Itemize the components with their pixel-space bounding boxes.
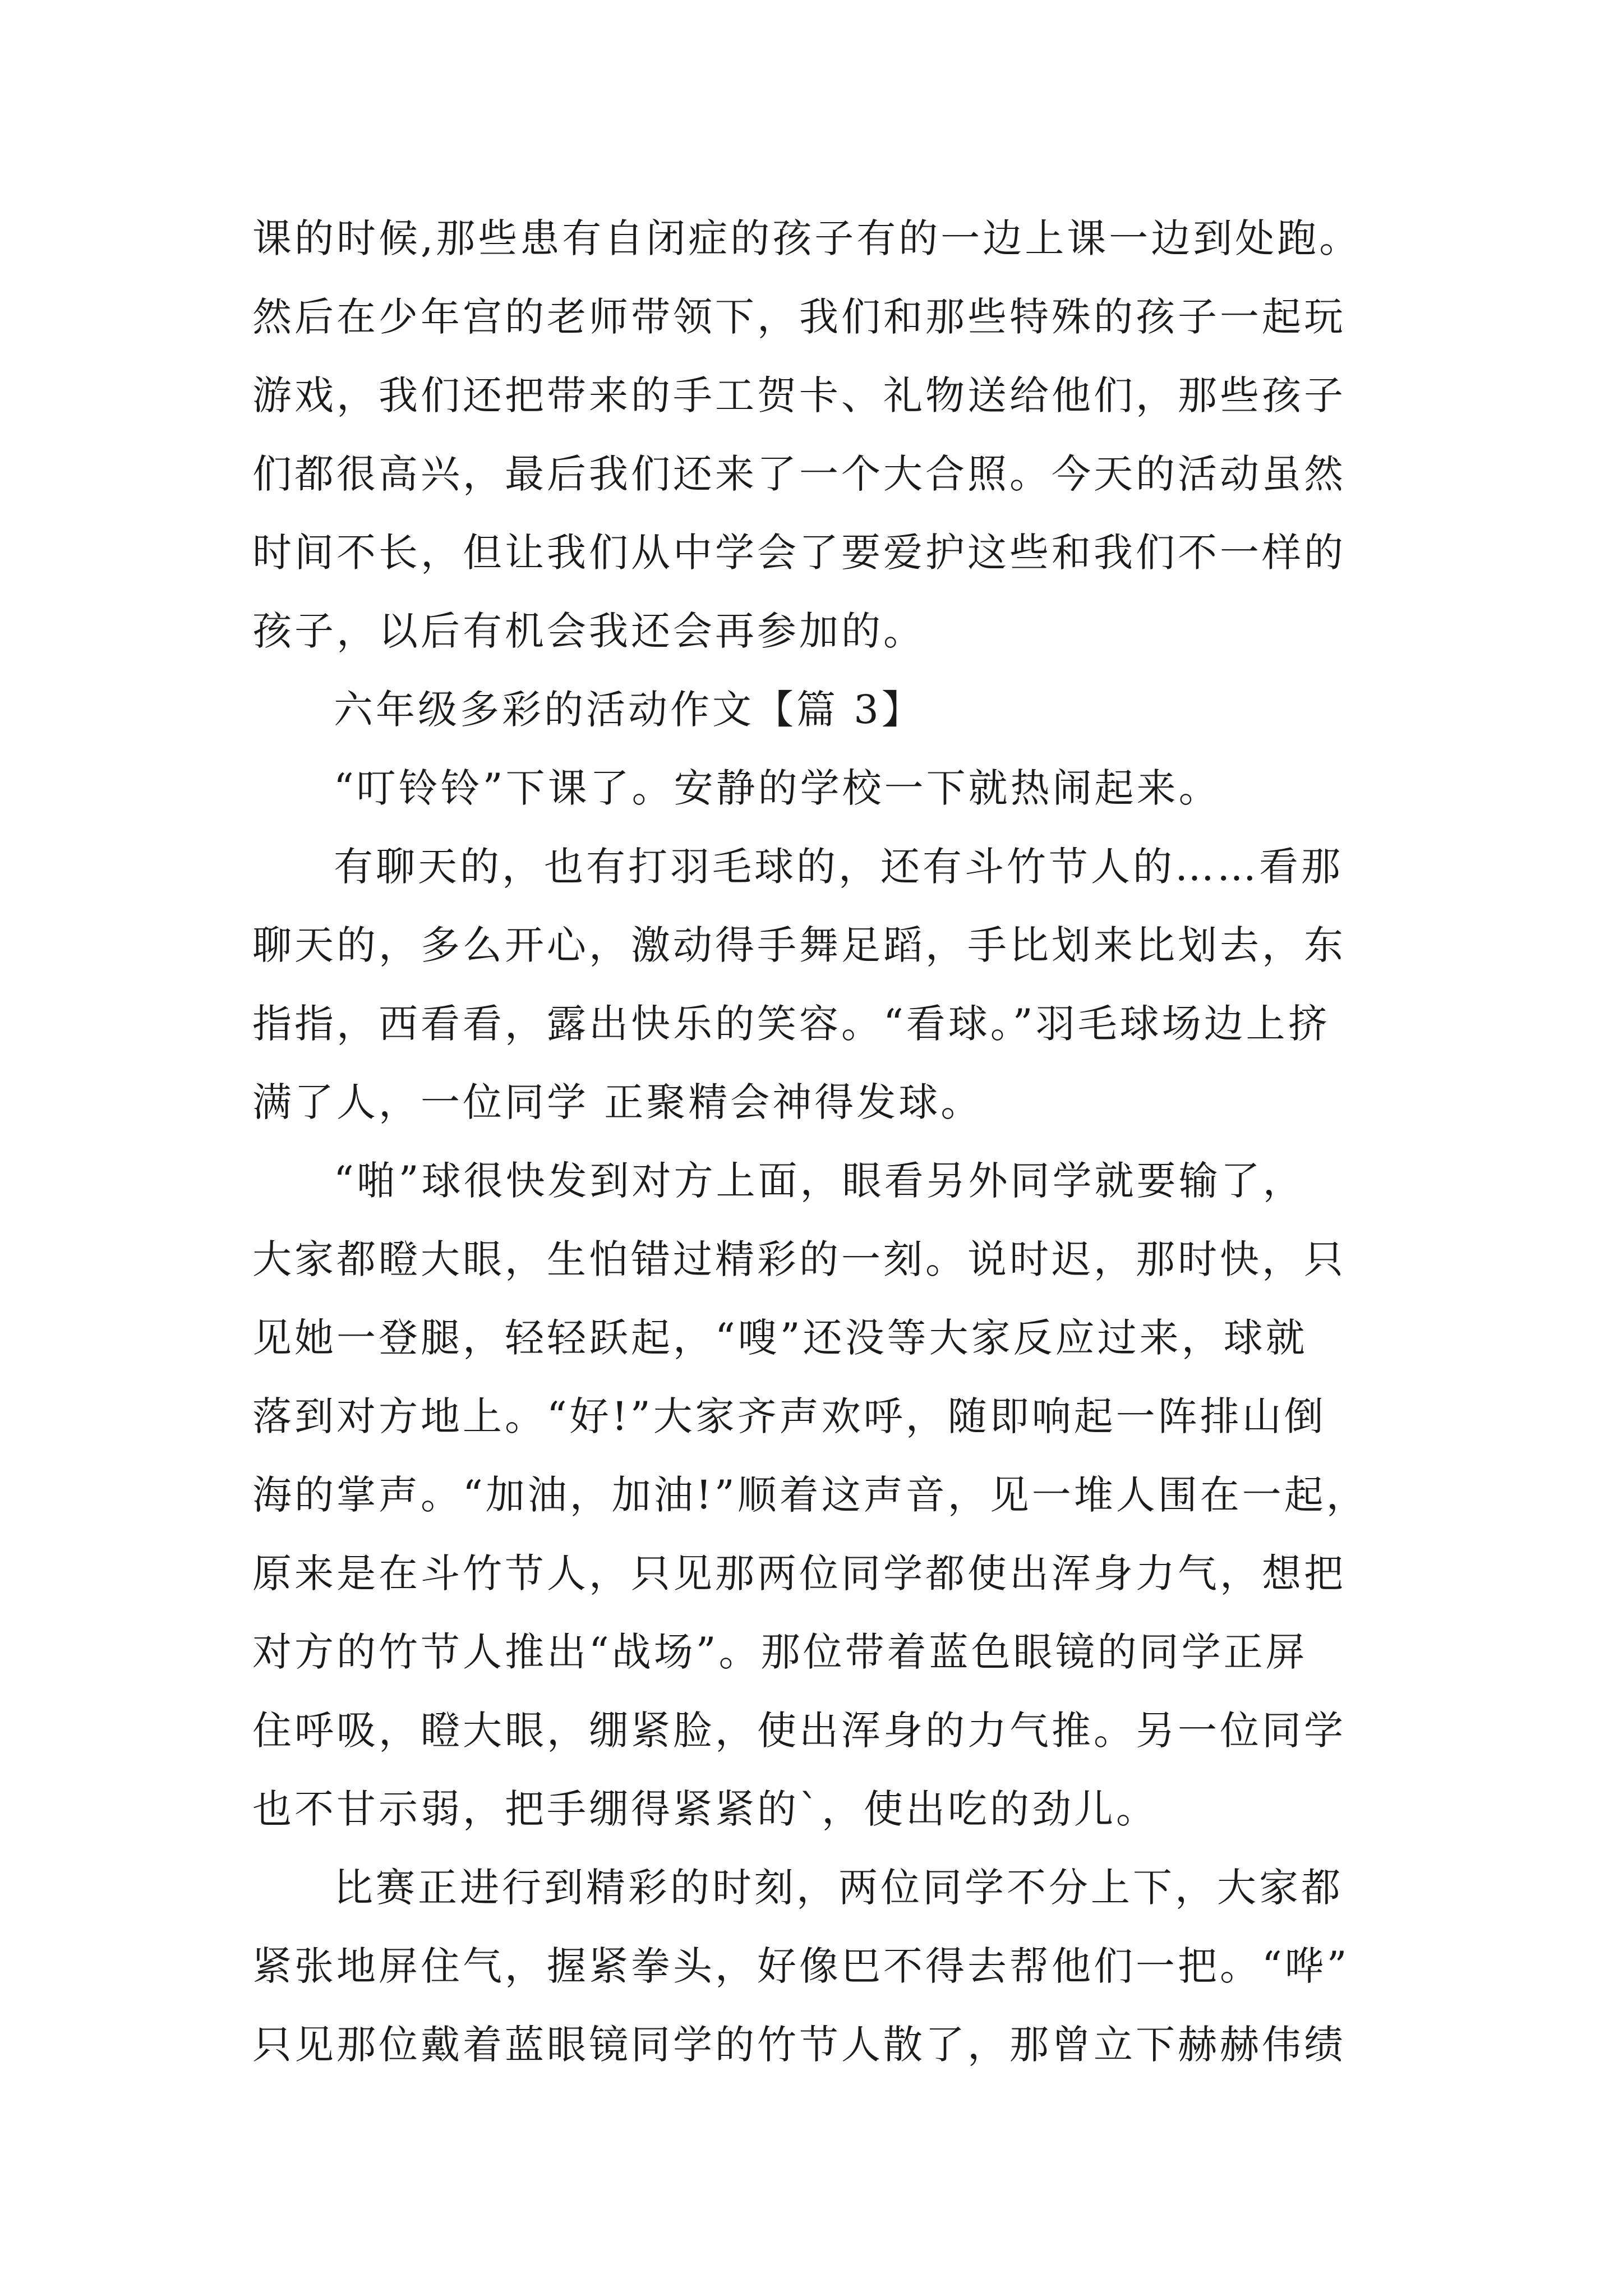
- text-line: 游戏，我们还把带来的手工贺卡、礼物送给他们，那些孩子: [252, 372, 1346, 418]
- paragraph-start: “啪”球很快发到对方上面，眼看另外同学就要输了，: [334, 1158, 1305, 1204]
- text-line: 紧张地屏住气，握紧拳头，好像巴不得去帮他们一把。“哗”: [252, 1943, 1350, 1989]
- text-line: 海的掌声。“加油，加油!”顺着这声音，见一堆人围在一起，: [252, 1472, 1368, 1518]
- text-line: 只见那位戴着蓝眼镜同学的竹节人散了，那曾立下赫赫伟绩: [252, 2022, 1346, 2068]
- text-line: 孩子，以后有机会我还会再参加的。: [252, 608, 925, 654]
- text-line: 原来是在斗竹节人，只见那两位同学都使出浑身力气，想把: [252, 1550, 1346, 1596]
- text-line: 然后在少年宫的老师带领下，我们和那些特殊的孩子一起玩: [252, 294, 1346, 340]
- text-line: 落到对方地上。“好!”大家齐声欢呼，随即响起一阵排山倒: [252, 1393, 1326, 1439]
- text-line: 指指，西看看，露出快乐的笑容。“看球。”羽毛球场边上挤: [252, 1001, 1330, 1047]
- text-line: 对方的竹节人推出“战场”。那位带着蓝色眼镜的同学正屏: [252, 1629, 1308, 1675]
- paragraph-start: “叮铃铃”下课了。安静的学校一下就热闹起来。: [334, 765, 1221, 811]
- text-line: 见她一登腿，轻轻跃起，“嗖”还没等大家反应过来，球就: [252, 1315, 1308, 1361]
- text-line: 聊天的，多么开心，激动得手舞足蹈，手比划来比划去，东: [252, 922, 1346, 968]
- text-line: 课的时候,那些患有自闭症的孩子有的一边上课一边到处跑。: [252, 215, 1362, 261]
- text-line: 也不甘示弱，把手绷得紧紧的`，使出吃的劲儿。: [252, 1786, 1158, 1832]
- text-line: 们都很高兴，最后我们还来了一个大合照。今天的活动虽然: [252, 451, 1346, 497]
- text-line: 时间不长，但让我们从中学会了要爱护这些和我们不一样的: [252, 530, 1346, 576]
- paragraph-start: 比赛正进行到精彩的时刻，两位同学不分上下，大家都: [334, 1865, 1343, 1911]
- text-line: 住呼吸，瞪大眼，绷紧脸，使出浑身的力气推。另一位同学: [252, 1708, 1346, 1754]
- text-line: 大家都瞪大眼，生怕错过精彩的一刻。说时迟，那时快，只: [252, 1236, 1346, 1282]
- section-heading: 六年级多彩的活动作文【篇 3】: [334, 687, 924, 733]
- text-line: 满了人，一位同学 正聚精会神得发球。: [252, 1079, 983, 1125]
- paragraph-start: 有聊天的，也有打羽毛球的，还有斗竹节人的……看那: [334, 844, 1343, 890]
